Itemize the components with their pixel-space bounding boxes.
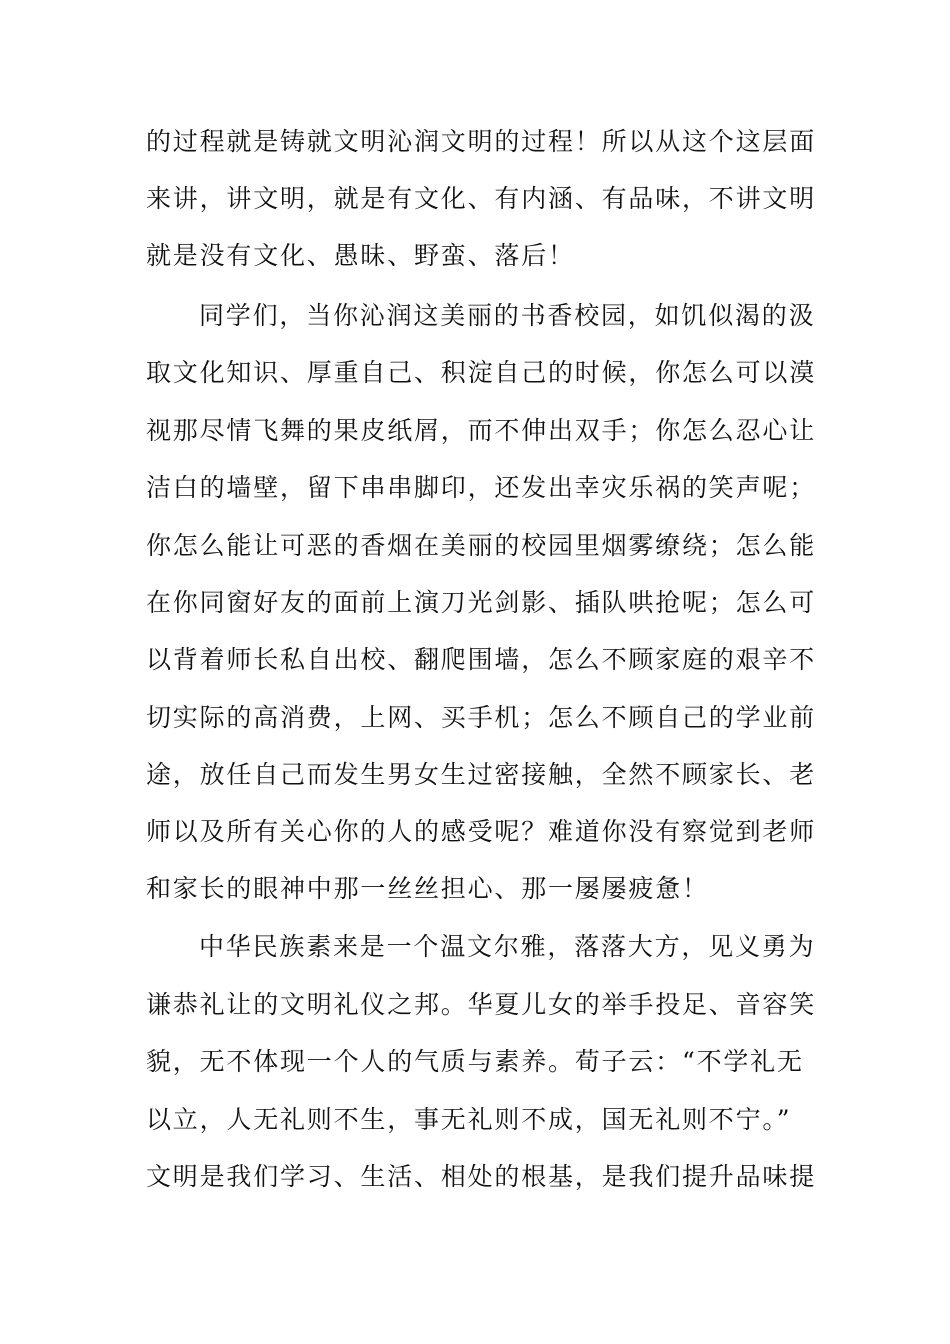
paragraph-2-line-7: 以背着师长私自出校、翻爬围墙，怎么不顾家庭的艰辛不	[146, 645, 817, 674]
paragraph-2-line-4: 洁白的墙壁，留下串串脚印，还发出幸灾乐祸的笑声呢；	[146, 473, 817, 502]
paragraph-2-line-6: 在你同窗好友的面前上演刀光剑影、插队哄抢呢；怎么可	[146, 588, 817, 617]
paragraph-2-line-11: 和家长的眼神中那一丝丝担心、那一屡屡疲惫！	[146, 874, 709, 903]
paragraph-2-line-8: 切实际的高消费，上网、买手机；怎么不顾自己的学业前	[146, 703, 817, 732]
paragraph-3-line-2: 谦恭礼让的文明礼仪之邦。华夏儿女的举手投足、音容笑	[146, 990, 817, 1019]
paragraph-2-line-10: 师以及所有关心你的人的感受呢？难道你没有察觉到老师	[146, 817, 817, 846]
paragraph-1-line-3: 就是没有文化、愚昧、野蛮、落后！	[146, 241, 575, 270]
paragraph-3-line-1: 中华民族素来是一个温文尔雅，落落大方，见义勇为	[199, 932, 816, 961]
paragraph-2-line-5: 你怎么能让可恶的香烟在美丽的校园里烟雾缭绕；怎么能	[146, 531, 817, 560]
paragraph-3-line-4: 以立，人无礼则不生，事无礼则不成，国无礼则不宁。”	[146, 1105, 792, 1134]
paragraph-2-line-9: 途，放任自己而发生男女生过密接触，全然不顾家长、老	[146, 760, 817, 789]
paragraph-2-line-2: 取文化知识、厚重自己、积淀自己的时候，你怎么可以漠	[146, 358, 817, 387]
paragraph-2-line-3: 视那尽情飞舞的果皮纸屑，而不伸出双手；你怎么忍心让	[146, 416, 817, 445]
paragraph-2-line-1: 同学们，当你沁润这美丽的书香校园，如饥似渴的汲	[199, 301, 816, 330]
paragraph-3-line-5: 文明是我们学习、生活、相处的根基，是我们提升品味提	[146, 1162, 817, 1191]
paragraph-3-line-3: 貌，无不体现一个人的气质与素养。荀子云：“不学礼无	[146, 1047, 804, 1076]
paragraph-1-line-1: 的过程就是铸就文明沁润文明的过程！所以从这个这层面	[146, 127, 817, 156]
paragraph-1-line-2: 来讲，讲文明，就是有文化、有内涵、有品味，不讲文明	[146, 184, 817, 213]
